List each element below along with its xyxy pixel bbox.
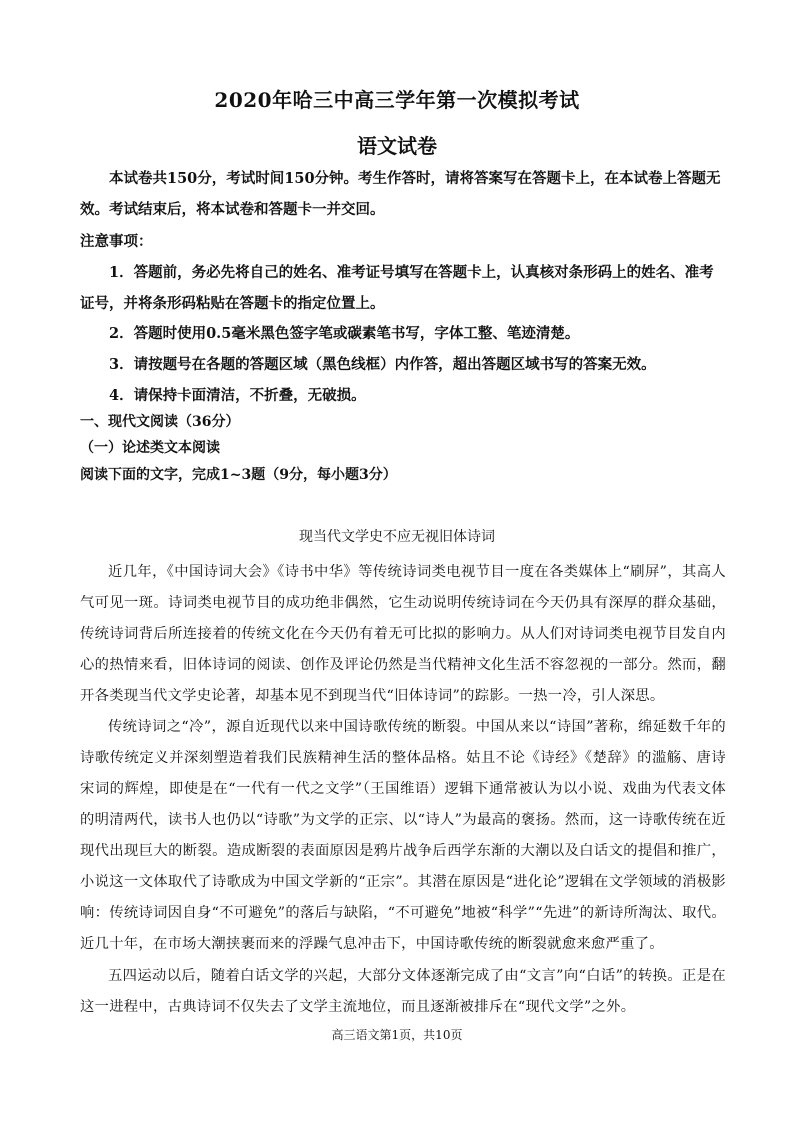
- exam-title: 2020年哈三中高三学年第一次模拟考试: [214, 88, 580, 112]
- notice-item: 1．答题前，务必先将自己的姓名、准考证号填写在答题卡上，认真核对条形码上的姓名、准考证号，并将条形码粘贴在答题卡的指定位置上。: [80, 264, 714, 312]
- section-heading: 一、现代文阅读（36分）: [80, 414, 240, 430]
- article-paragraph: 五四运动以后，随着白话文学的兴起，大部分文体逐渐完成了由“文言”向“白话”的转换。正是在这一进程中，古典诗词不仅失去了文学主流地位，而且逐渐被排斥在“现代文学”之外。: [80, 968, 726, 1015]
- notice-heading: 注意事项：: [80, 233, 153, 250]
- notice-item: 3．请按题号在各题的答题区域（黑色线框）内作答，超出答题区域书写的答案无效。: [109, 356, 656, 373]
- article-paragraph: 传统诗词之“冷”，源自近现代以来中国诗歌传统的断裂。中国从来以“诗国”著称，绵延数千年的诗歌传统定义并深刻塑造着我们民族精神生活的整体品格。姑且不论《诗经》《楚辞》的滥觞、唐诗宋词的辉煌，即使是在“一代有一代之文学”（王国维语）逻辑下通常被认为以小说、戏曲为代表文体的明清两代，读书人也仍以“诗歌”为文学的正宗、以“诗人”为最高的褒扬。然而，这一诗歌传统在近现代出现巨大的断裂。造成断裂的表面原因是鸦片战争后西学东渐的大潮以及白话文的提倡和推广，小说这一文体取代了诗歌成为中国文学新的“正宗”。其潜在原因是“进化论”逻辑在文学领域的消极影响：传统诗词因自身“不可避免”的落后与缺陷，“不可避免”地被“科学”“先进”的新诗所淘汰、取代。近几十年，在市场大潮挟裹而来的浮躁气息冲击下，中国诗歌传统的断裂就愈来愈严重了。: [80, 719, 726, 952]
- article-paragraph: 近几年，《中国诗词大会》《诗书中华》等传统诗词类电视节目一度在各类媒体上“刷屏”，其高人气可见一斑。诗词类电视节目的成功绝非偶然，它生动说明传统诗词在今天仍具有深厚的群众基础，传统诗词背后所连接着的传统文化在今天仍有着无可比拟的影响力。从人们对诗词类电视节目发自内心的热情来看，旧体诗词的阅读、创作及评论仍然是当代精神文化生活不容忽视的一部分。然而，翻开各类现当代文学史论著，却基本见不到现当代“旧体诗词”的踪影。一热一冷，引人深思。: [80, 564, 726, 704]
- notice-item: 2．答题时使用0.5毫米黑色签字笔或碳素笔书写，字体工整、笔迹清楚。: [109, 325, 580, 342]
- page-footer: 高三语文第1页，共10页: [331, 1028, 463, 1042]
- exam-subtitle: 语文试卷: [357, 134, 437, 158]
- section-subheading: （一）论述类文本阅读: [80, 440, 220, 456]
- notice-item: 4．请保持卡面清洁，不折叠，无破损。: [109, 387, 366, 404]
- reading-directions: 阅读下面的文字，完成1~3题（9分，每小题3分）: [80, 467, 397, 483]
- exam-intro: 本试卷共150分，考试时间150分钟。考生作答时，请将答案写在答题卡上，在本试卷上答题无效。考试结束后，将本试卷和答题卡一并交回。: [80, 170, 721, 218]
- article-title: 现当代文学史不应无视旧体诗词: [299, 529, 495, 545]
